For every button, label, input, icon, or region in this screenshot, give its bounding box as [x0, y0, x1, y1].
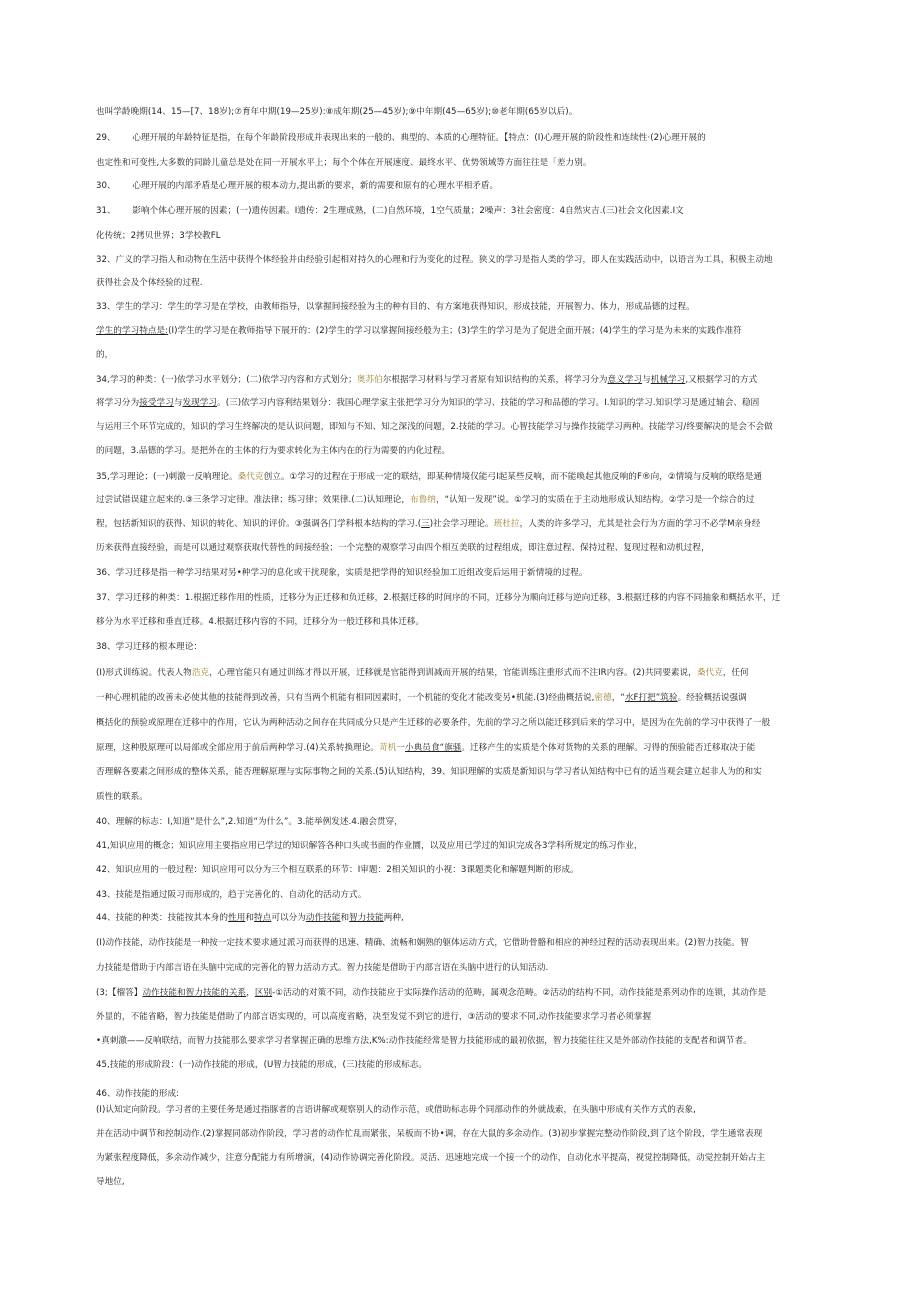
text-segment: (I)学生的学习是在教师指导下展开的：(2)学生的学习以掌握间接经般为主；(3)学生的学习是为了促进全面开展；(4)学生的学习是为未来的实践作准符 [168, 326, 742, 336]
text-segment: 质性的联系。 [96, 792, 148, 802]
text-segment: 并在活动中调节和控制动作.(2)掌握同部动作阶段，学习者的动作忙乱而紧张，呆板而不协•调，存在大鼠的多余动作。(3)初步掌握完整动作阶段,到了这个阶段，学生通常表现 [96, 1129, 763, 1139]
text-line [96, 766, 762, 778]
text-line [96, 542, 710, 554]
text-line [96, 1059, 427, 1071]
text-segment: 和 [340, 913, 350, 923]
text-segment: 37、学习迁移的种类：1.根据迁移作用的性质，迁移分为正迁移和负迁移，2.根据迁移的时间序的不同，迁移分为顺向迁移与逆向迁移，3.根据迁移的内容不同抽象和概括水平，迁 [96, 593, 781, 603]
text-line [96, 518, 761, 530]
text-line [96, 325, 742, 337]
text-line [96, 1176, 125, 1188]
text-segment: 力技能是借助于内部言语在头脑中完成的完善化的智力活动方式。智力技能是借助于内部言语在头脑中进行的认知活动. [96, 963, 549, 973]
text-segment: 过尝试错误建立起来的.③三条学习定律。准法律；练习律；效果律.(二)认知理论， [96, 495, 411, 505]
text-segment: ，“认知一发现”说。①学习的实质在于主动地形成认知结构。②学习是一个综合的过 [435, 495, 755, 505]
underlined-term: 意义学习 [607, 375, 643, 385]
highlighted-name: 奥苏伯 [356, 375, 383, 385]
text-segment: 一种心理机能的改善未必使其他的技能得到改善，只有当两个机能有相同因素时，一个机能的变化才能改变另•机能.(3)经曲概括说, [96, 693, 595, 703]
highlighted-name: 浩克 [191, 668, 210, 678]
text-line [96, 1104, 696, 1116]
text-line [96, 471, 762, 483]
text-segment: ,又根据学习的方式 [685, 375, 758, 385]
text-line [96, 641, 202, 653]
underlined-term: 三 [421, 519, 430, 529]
underlined-term: 小典员食“旗骚 [405, 743, 462, 753]
text-segment: 程，包括新知识的获得、知识的转化、知识的评价。③强调各门学科根本结构的学习.( [96, 519, 422, 529]
text-segment: 。经验概括说强调 [677, 693, 747, 703]
highlighted-name: 苛机 [379, 743, 397, 753]
highlighted-name: 密德 [594, 693, 612, 703]
text-line [96, 816, 403, 828]
text-line [96, 937, 749, 949]
text-segment: 31、 影响个体心理开展的因素；(一)遗传因素。I遗传：2生理成熟，(二)自然环境，1空气质量；2噪声：3社会密度：4自然灾吉.(三)社会文化因素.I文 [96, 206, 684, 216]
text-segment: 化传统；2拷贝世界；3学校教FL [96, 231, 221, 241]
text-segment: 41,知识应用的概念；知识应用主要指应用已学过的知识解答各种口头或书面的作业圜，以及应用已学过的知识完成各3学科所规定的练习作业， [96, 841, 643, 851]
text-segment: 33、学生的学习：学生的学习是在学校，由教师指导，以掌握间接经验为主的种有目的、有方案地获得知识，形成技能，开展智力、体力，形成品德的过程。 [96, 302, 695, 312]
text-segment: ， [246, 988, 255, 998]
text-segment: 历来获得直接经验，而是可以通过观察获取代替性的间接经验；一个完整的观察学习由四个相互美联的过程组成，即注意过程、保持过程、复现过程和动机过程， [96, 543, 710, 553]
text-line [96, 494, 754, 506]
text-segment: 创立。①学习的过程在于形成一定的联结，即某种情境仅能弓I起某些反响，而不能唤起其他反响的F®向，②情境与反响的联络是通 [263, 472, 763, 482]
text-segment: 45,技能的形成阶段：(一)动作技能的形成，(U智力技能的形成，(三)技能的形成标志。 [96, 1060, 428, 1070]
text-line [96, 374, 757, 386]
text-segment: -①活动的对策不同，动作技能应于实际操作活动的范畴，属观念范畴。②活动的结构不同，动作技能是系列动作的连锁，其动作是 [272, 988, 767, 998]
text-segment: 尔根据学习材料与学习者原有知识结构的关系，将学习分为 [382, 375, 608, 385]
underlined-term: 智力技能 [349, 913, 384, 923]
text-line [96, 397, 759, 409]
text-segment: 外显的，不能省略，智力技能是借助了内部言语实现的，可以高度省略，决至发觉不到它的进行，③活动的要求不同,动作技能要求学习者必须掌握 [96, 1012, 652, 1022]
text-segment: 否理解各要素之间形成的整体关系，能否理解原理与实际事物之间的关系.(5)认知结构，39、知识理解的实质是新知识与学习者认知结构中已有的适当观会建立起非人为的和实 [96, 767, 762, 777]
text-line [96, 1128, 762, 1140]
underlined-term: 特点 [254, 913, 272, 923]
underlined-term: 学生的学习特点是: [96, 326, 169, 336]
text-segment: 38、学习迁移的根本理论： [96, 642, 203, 652]
text-segment: 一 [396, 743, 406, 753]
text-segment: 为紧张程度降低，多余动作减少，注意分配能力有所增演，(4)动作协调完善化阶段。灵活、迅速地完成一个接一个的动作，自动化水平提高，视觉控制降低，动觉控制开始占主 [96, 1153, 766, 1163]
text-line [96, 592, 780, 604]
text-segment: 34,学习的种类：(一)依学习水平划分；(二)依学习内容和方式划分； [96, 375, 357, 385]
text-segment: 。迁移产生的实质是个体对货物的关系的理解。习得的预验能否迁移取决于能 [461, 743, 756, 753]
text-segment: (I)认知定向阶段。学习者的主要任务是通过指豚者的言语讲解或观察别人的动作示范，或借助标志毋个同部动作的外就战索，在头脑中形成有关作方式的表象, [96, 1105, 696, 1115]
text-segment: 可以分为 [271, 913, 306, 923]
text-segment: 也叫学龄晚期(14、15—[7、18岁);⑦育年中期(19—25岁):⑧成年期(25—45岁);⑨中年期(45—65岁);⑩老年期(65岁以后)。 [96, 107, 578, 117]
text-segment: 的， [96, 350, 114, 360]
highlighted-name: 班杜拉 [493, 519, 520, 529]
text-segment: ，人类的许多学习，尤其是社会行为方面的学习不必学M亲身经 [519, 519, 761, 529]
text-line [96, 157, 591, 169]
text-segment: 也定性和可变性,大多数的同龄儿童总是处在同一开展水平上；每个个体在开展速度、最终水平、优势领域等方面往往是「差力别。 [96, 158, 592, 168]
text-line [96, 1035, 752, 1047]
text-line [96, 180, 498, 192]
text-segment: 获得社会及个体经验的过程. [96, 278, 203, 288]
text-segment: 。(三)依学习内容利结果划分：我国心理学家主张把学习分为知识的学习、技能的学习和品德的学习。I.知识的学习.知识学习是通过轴会、稳固 [217, 398, 760, 408]
text-line [96, 667, 749, 679]
text-line [96, 254, 773, 266]
text-line [96, 1011, 651, 1023]
text-segment: 导地位, [96, 1177, 125, 1187]
text-line [96, 742, 755, 754]
text-segment: 46、动作技能的形成: [96, 1089, 180, 1099]
text-line [96, 1152, 765, 1164]
underlined-term: 动作技能 [305, 913, 341, 923]
text-line [96, 962, 548, 974]
text-line [96, 1088, 179, 1100]
underlined-term: 区别 [254, 988, 273, 998]
text-line [96, 864, 579, 876]
text-segment: 44、技能的种类：技能按其本身的 [96, 913, 229, 923]
text-segment: 32、广义的学习指人和动物在生活中获得个体经验并由经验引起相对持久的心理和行为变化的过程。狭义的学习是指人类的学习，即人在实践活动中，以语言为工具，积极主动地 [96, 255, 773, 265]
text-segment: 43、技能是指通过阪习而形成的，趋于完善化的、自动化的活动方式。 [96, 890, 367, 900]
text-line [96, 840, 643, 852]
text-segment: (3;【榴答】 [96, 988, 143, 998]
text-line [96, 889, 366, 901]
highlighted-name: 布鲁纳 [410, 495, 436, 505]
underlined-term: 接受学习 [139, 398, 174, 408]
text-segment: 将学习分为 [96, 398, 140, 408]
text-line [96, 717, 770, 729]
highlighted-name: 桑代克 [237, 472, 264, 482]
text-line [96, 277, 203, 289]
text-segment: 30、 心理开展的内部矛盾是心理开展的根本动力,提出新的要求，新的需要和原有的心理水平相矛盾。 [96, 181, 499, 191]
text-segment: (I)形式训练说。代表人物 [96, 668, 192, 678]
text-line [96, 616, 424, 628]
text-line [96, 349, 113, 361]
text-segment: (I)动作技能，动作技能是一种按一定技术要求通过派习而获得的迅速、精确、流畅和娴熟的躯体运动方式，它借助骨骼和相应的神经过程的活动表现出来。(2)智力技能。智 [96, 938, 749, 948]
underlined-term: 水F打把”筑验 [624, 693, 678, 703]
text-segment: 移分为水平迁移和垂直迁移。4.根据迁移内容的不同，迁移分为一般迁移和具体迁移。 [96, 617, 425, 627]
text-segment: )社会学习理论。 [429, 519, 494, 529]
text-line [96, 421, 773, 433]
underlined-term: 机械学习 [650, 375, 686, 385]
text-segment: 原理，这种股原理可以局部或全部应用于前后两种学习.(4)关系转换理论。 [96, 743, 380, 753]
text-line [96, 445, 450, 457]
highlighted-name: 桑代克 [696, 668, 723, 678]
text-line [96, 106, 577, 118]
text-segment: 的问题，3.品德的学习。是把外在的主体的行为要求转化为主体内在的行为需要的内化过程。 [96, 446, 451, 456]
text-line [96, 205, 684, 217]
text-segment: 两种, [383, 913, 404, 923]
text-line [96, 912, 404, 924]
text-segment: 36、学习迁移是指一种学习结果对另•种学习的息化或干扰现象，实质是把学得的知识经验加工近组改变后运用于新情境的过程。 [96, 568, 588, 578]
text-segment: 概括化的预验或原理在迁移中的作用，它认为两种活动之间存在共同成分只是产生迁移的必要条件，先前的学习之所以能迁移到后来的学习中，是因为在先前的学习中获得了一般 [96, 718, 771, 728]
text-line [96, 132, 706, 144]
text-line [96, 692, 747, 704]
text-line [96, 987, 766, 999]
underlined-term: 性用 [228, 913, 246, 923]
text-segment: 和 [245, 913, 255, 923]
text-line [96, 230, 221, 242]
text-segment: 与 [642, 375, 651, 385]
text-segment: ，任何 [722, 668, 749, 678]
text-segment: 40、理解的标志：I,知道“是什么”,2.知道“为什么”。3.能举例发述.4.融会贯穿， [96, 817, 403, 827]
text-segment: 29、 心理开展的年龄特征是指，在每个年龄阶段形成并表现出来的一般的、典型的、本质的心理特征。【特点：(I)心理开展的阶段性和连续性·(2)心理开展的 [96, 133, 706, 143]
text-line [96, 791, 148, 803]
text-line [96, 567, 588, 579]
underlined-term: 发现学习 [182, 398, 218, 408]
text-segment: 42、知识应用的一般过程：知识应用可以分为三个相互联系的环节：I审题：2相关知识的小视：3课题类化和解题判断的形成。 [96, 865, 579, 875]
text-segment: 35,学习理论；(一)刺激一反响理论。 [96, 472, 238, 482]
text-segment: •真刺激——反响联结，而智力技能那么要求学习者掌握正确的思维方法,K%:动作技能经常是智力技能形成的最初依据，智力技能往往又是外部动作技能的支配者和调节者。 [96, 1036, 752, 1046]
text-segment: 与 [173, 398, 183, 408]
text-line [96, 301, 695, 313]
text-segment: ，“ [611, 693, 625, 703]
text-segment: ，心理官能只有通过训练才得以开展，迁移就是官能得到训减而开展的结果，官能训练注重形式而不注IR内容。(2)共同要素说， [209, 668, 697, 678]
text-segment: 与运用三个环节完成的，知识的学习生终解决的是认识问题，即知与不知、知之深浅的问题，2.技能的学习。心智技能学习与操作技能学习两种。技能学习/终要解决的是会不会做 [96, 422, 773, 432]
underlined-term: 动作技能和智力技能的关系 [142, 988, 247, 998]
